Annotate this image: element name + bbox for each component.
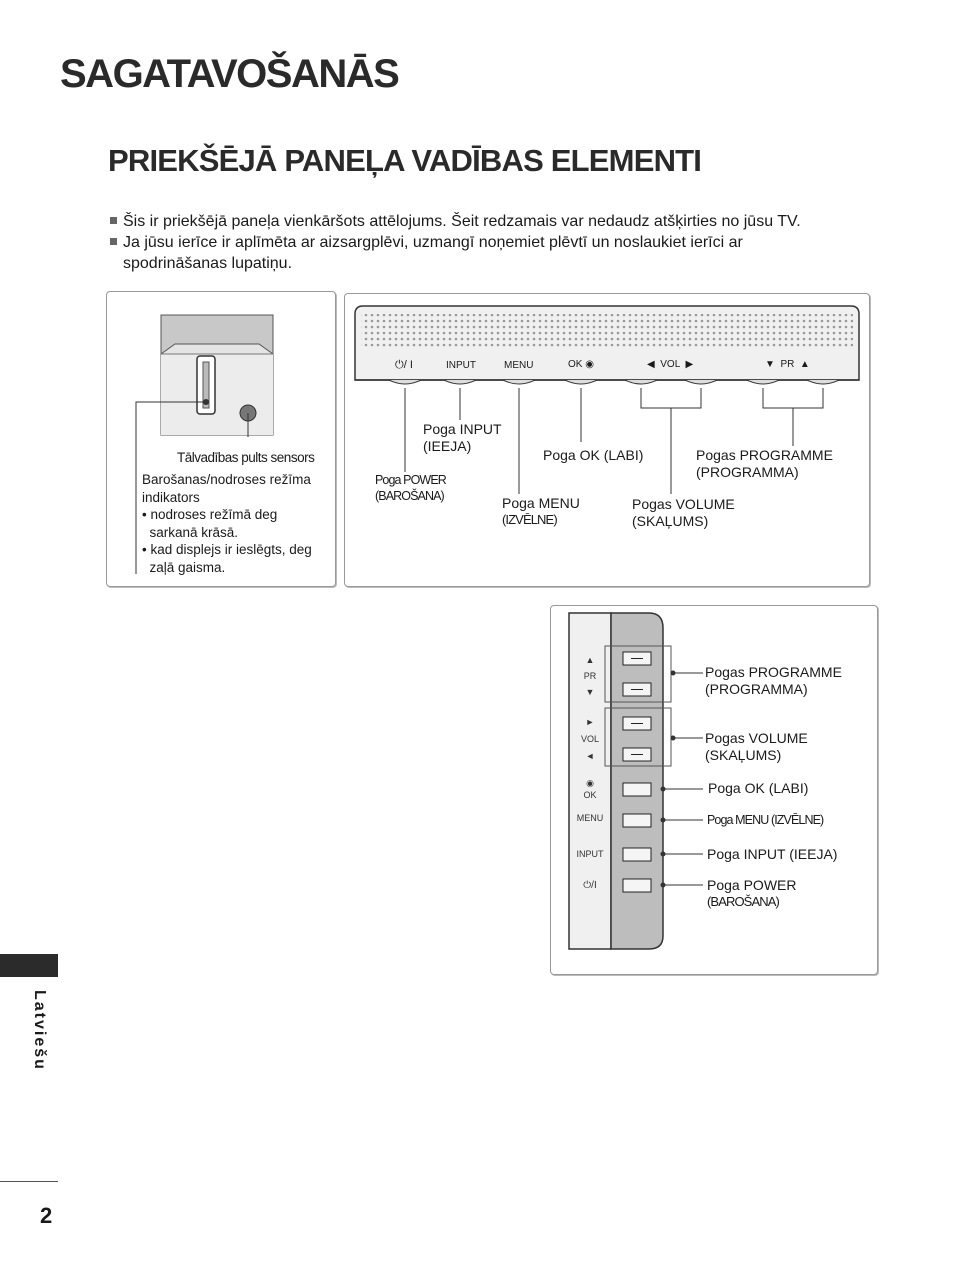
page-number-divider bbox=[0, 1181, 58, 1182]
side-ok-labels bbox=[569, 777, 611, 801]
side-pr-labels bbox=[569, 652, 611, 700]
side-callout-programme bbox=[705, 664, 842, 698]
page-title: SAGATAVOŠANĀS bbox=[60, 52, 399, 96]
front-panel-box bbox=[344, 293, 870, 587]
side-label: ▼ bbox=[585, 687, 595, 697]
callout-menu bbox=[502, 495, 580, 528]
side-label: ◄ bbox=[585, 751, 595, 761]
bullet-item-continuation: spodrināšanas lupatiņu. bbox=[123, 255, 293, 272]
bullet-square-icon bbox=[110, 217, 117, 224]
indicator-line: indikators bbox=[142, 489, 200, 505]
side-callout-ok: Poga OK (LABI) bbox=[708, 780, 809, 796]
indicator-line: • nodroses režīmā deg bbox=[142, 507, 278, 522]
side-callout-menu: Poga MENU (IZVĒLNE) bbox=[707, 813, 824, 827]
callout-programme bbox=[696, 447, 833, 481]
callout-text: (IZVĒLNE) bbox=[502, 512, 557, 527]
side-label: OK bbox=[583, 790, 597, 800]
callout-text: (SKAĻUMS) bbox=[705, 747, 782, 763]
callout-text: Poga MENU bbox=[502, 495, 580, 511]
side-callout-input: Poga INPUT (IEEJA) bbox=[707, 846, 838, 862]
indicator-line: • kad displejs ir ieslēgts, deg bbox=[142, 542, 312, 557]
page-number: 2 bbox=[40, 1203, 53, 1228]
callout-volume bbox=[632, 496, 735, 530]
side-callout-power bbox=[707, 877, 796, 910]
callout-text: Pogas PROGRAMME bbox=[696, 447, 833, 463]
panel-input-label: INPUT bbox=[446, 360, 476, 371]
side-vol-labels bbox=[569, 714, 611, 765]
callout-text: (BAROŠANA) bbox=[375, 489, 444, 503]
side-menu-label: MENU bbox=[576, 813, 604, 823]
side-label: VOL bbox=[580, 734, 599, 744]
remote-sensor-label: Tālvadības pults sensors bbox=[177, 450, 315, 465]
bullet-item bbox=[110, 232, 910, 253]
callout-text: (BAROŠANA) bbox=[707, 894, 779, 909]
bullet-list bbox=[110, 211, 910, 274]
language-tab-marker bbox=[0, 954, 58, 977]
side-label: ◉ bbox=[586, 778, 594, 788]
side-power-label: ⏻/I bbox=[583, 880, 597, 891]
indicator-line: sarkanā krāsā. bbox=[142, 524, 239, 540]
panel-power-label: ⏻/ I bbox=[395, 359, 413, 371]
side-label: ► bbox=[585, 717, 595, 727]
side-panel-box bbox=[550, 605, 878, 975]
bullet-item bbox=[110, 211, 910, 232]
callout-input bbox=[423, 421, 502, 455]
side-input-label: INPUT bbox=[576, 849, 604, 859]
language-tab-label: Latviešu bbox=[31, 990, 48, 1071]
callout-text: Poga POWER bbox=[707, 877, 797, 893]
panel-menu-label: MENU bbox=[504, 360, 534, 371]
bullet-square-icon bbox=[110, 238, 117, 245]
side-callout-volume bbox=[705, 730, 808, 764]
callout-text: Poga INPUT bbox=[423, 421, 502, 437]
callout-text: Poga POWER bbox=[375, 473, 446, 487]
callout-ok: Poga OK (LABI) bbox=[543, 447, 644, 463]
callout-text: Pogas VOLUME bbox=[632, 496, 735, 512]
panel-pr-label: ▼ PR ▲ bbox=[765, 359, 810, 370]
callout-text: (PROGRAMMA) bbox=[705, 681, 808, 697]
panel-ok-label: OK ◉ bbox=[568, 359, 594, 370]
section-title: PRIEKŠĒJĀ PANEĻA VADĪBAS ELEMENTI bbox=[108, 143, 702, 178]
callout-text: (IEEJA) bbox=[423, 438, 472, 454]
indicator-description bbox=[142, 471, 332, 576]
bullet-text: Šis ir priekšējā paneļa vienkāršots attēlojums. Šeit redzamais var nedaudz atšķirties no jūsu TV. bbox=[123, 213, 801, 230]
callout-text: Pogas VOLUME bbox=[705, 730, 808, 746]
side-label: ▲ bbox=[585, 655, 595, 665]
callout-text: Pogas PROGRAMME bbox=[705, 664, 842, 680]
indicator-line: zaļā gaisma. bbox=[142, 559, 226, 575]
indicator-line: Barošanas/nodroses režīma bbox=[142, 472, 311, 487]
indicator-detail-box bbox=[106, 291, 336, 587]
callout-power bbox=[375, 472, 446, 504]
bullet-text: Ja jūsu ierīce ir aplīmēta ar aizsargplēvi, uzmangī noņemiet plēvtī un noslaukiet ierīci ar bbox=[123, 234, 743, 251]
callout-text: (SKAĻUMS) bbox=[632, 513, 709, 529]
callout-text: (PROGRAMMA) bbox=[696, 464, 799, 480]
panel-vol-label: ◀ VOL ▶ bbox=[647, 359, 694, 370]
side-label: PR bbox=[583, 671, 597, 681]
